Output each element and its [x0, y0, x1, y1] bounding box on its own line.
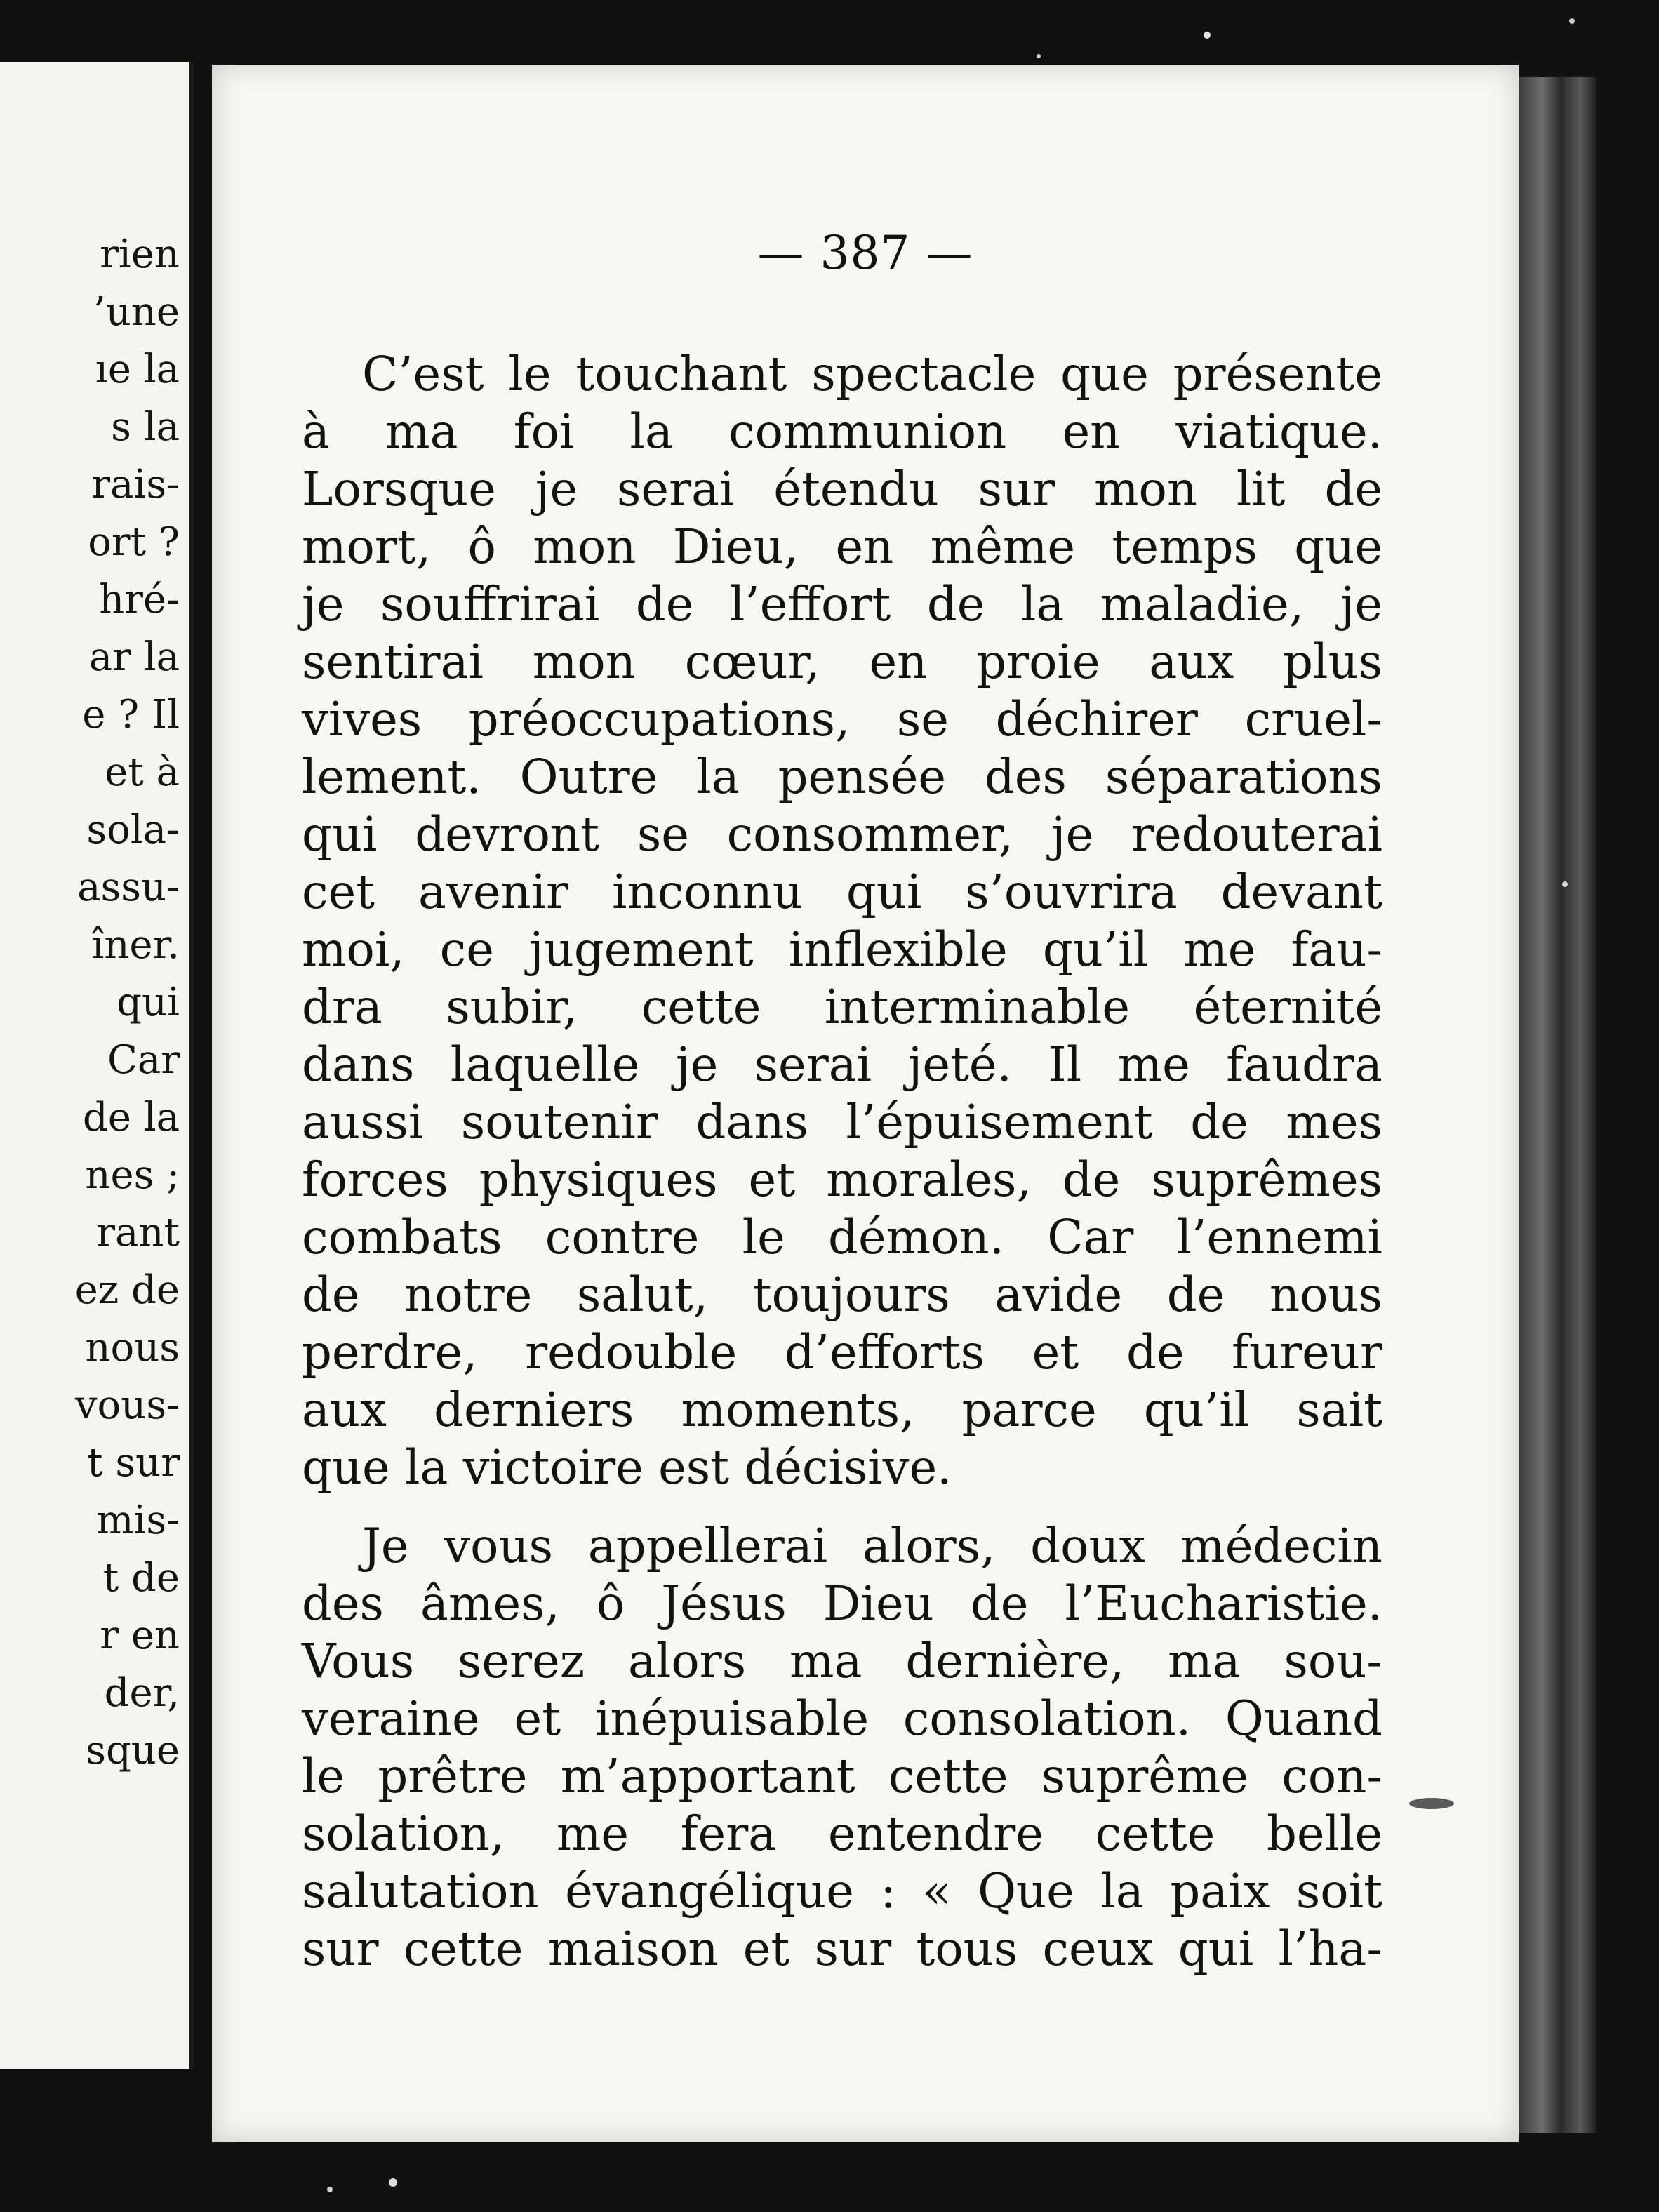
left-page-fragment: mis-: [96, 1498, 180, 1543]
paragraph-2: [302, 1517, 1382, 1978]
body-text: [302, 345, 1382, 1978]
text-line: que la victoire est décisive.: [302, 1440, 952, 1495]
text-line: dans laquelle je serai jeté. Il me faudra: [302, 1037, 1382, 1092]
text-line: aussi soutenir dans l’épuisement de mes: [302, 1095, 1382, 1150]
left-facing-page: [0, 62, 194, 2069]
paragraph-1: [302, 345, 1382, 1496]
left-page-fragment: t sur: [87, 1440, 180, 1486]
left-page-fragment: der,: [104, 1670, 180, 1716]
text-line: sur cette maison et sur tous ceux qui l’ha-: [302, 1921, 1382, 1976]
text-line: cet avenir inconnu qui s’ouvrira devant: [302, 865, 1382, 919]
left-page-fragment: ort ?: [88, 519, 180, 565]
left-page-fragment: rien: [100, 232, 180, 277]
text-line: lement. Outre la pensée des séparations: [302, 749, 1382, 804]
left-page-fragment: nes ;: [85, 1152, 180, 1198]
left-page-fragment: vous-: [74, 1382, 180, 1428]
left-page-fragment: et à: [105, 749, 180, 795]
left-page-fragment: s la: [111, 404, 180, 450]
left-page-fragment: r en: [100, 1613, 180, 1658]
left-page-fragment: sola-: [86, 807, 180, 853]
left-page-fragment: Car: [107, 1037, 180, 1083]
text-line: veraine et inépuisable consolation. Quand: [302, 1691, 1382, 1746]
right-page: [212, 65, 1519, 2142]
page-number: — 387 —: [757, 226, 973, 280]
text-line: à ma foi la communion en viatique.: [302, 404, 1382, 459]
text-line: des âmes, ô Jésus Dieu de l’Eucharistie.: [302, 1576, 1382, 1631]
left-page-fragment: îner.: [91, 922, 180, 968]
left-page-fragment: hré-: [99, 577, 180, 622]
text-line: moi, ce jugement inflexible qu’il me fau-: [302, 922, 1382, 977]
left-page-fragment: nous: [85, 1325, 180, 1371]
text-line: Je vous appellerai alors, doux médecin: [362, 1519, 1382, 1573]
text-line: de notre salut, toujours avide de nous: [302, 1267, 1382, 1322]
left-page-fragment: rant: [96, 1210, 180, 1255]
left-page-fragment: ıe la: [95, 347, 180, 392]
left-page-fragment: ’une: [93, 289, 180, 335]
text-line: perdre, redouble d’efforts et de fureur: [302, 1325, 1382, 1380]
text-line: Lorsque je serai étendu sur mon lit de: [302, 462, 1382, 517]
left-page-fragment: de la: [82, 1095, 180, 1140]
text-line: le prêtre m’apportant cette suprême con-: [302, 1749, 1382, 1804]
left-page-fragment: ar la: [88, 634, 180, 680]
text-line: qui devront se consommer, je redouterai: [302, 807, 1382, 862]
left-page-fragment: sque: [86, 1728, 180, 1773]
page-edge: [1519, 77, 1596, 2133]
text-line: aux derniers moments, parce qu’il sait: [302, 1382, 1382, 1437]
text-line: C’est le touchant spectacle que présente: [362, 347, 1382, 401]
left-page-fragment: ez de: [74, 1267, 180, 1313]
text-line: mort, ô mon Dieu, en même temps que: [302, 519, 1382, 574]
text-line: vives préoccupations, se déchirer cruel-: [302, 692, 1382, 747]
text-line: je souffrirai de l’effort de la maladie, je: [302, 577, 1382, 632]
left-page-fragment: rais-: [91, 462, 180, 507]
text-line: Vous serez alors ma dernière, ma sou-: [302, 1634, 1382, 1688]
text-line: forces physiques et morales, de suprêmes: [302, 1152, 1382, 1207]
left-page-fragment: assu-: [77, 865, 180, 910]
left-page-fragment: qui: [116, 980, 180, 1025]
text-line: solation, me fera entendre cette belle: [302, 1806, 1382, 1861]
text-line: dra subir, cette interminable éternité: [302, 980, 1382, 1034]
left-page-fragment: t de: [102, 1555, 180, 1601]
text-line: combats contre le démon. Car l’ennemi: [302, 1210, 1382, 1265]
left-page-fragment: e ? Il: [82, 692, 180, 738]
text-line: sentirai mon cœur, en proie aux plus: [302, 634, 1382, 689]
text-line: salutation évangélique : « Que la paix soit: [302, 1864, 1382, 1919]
